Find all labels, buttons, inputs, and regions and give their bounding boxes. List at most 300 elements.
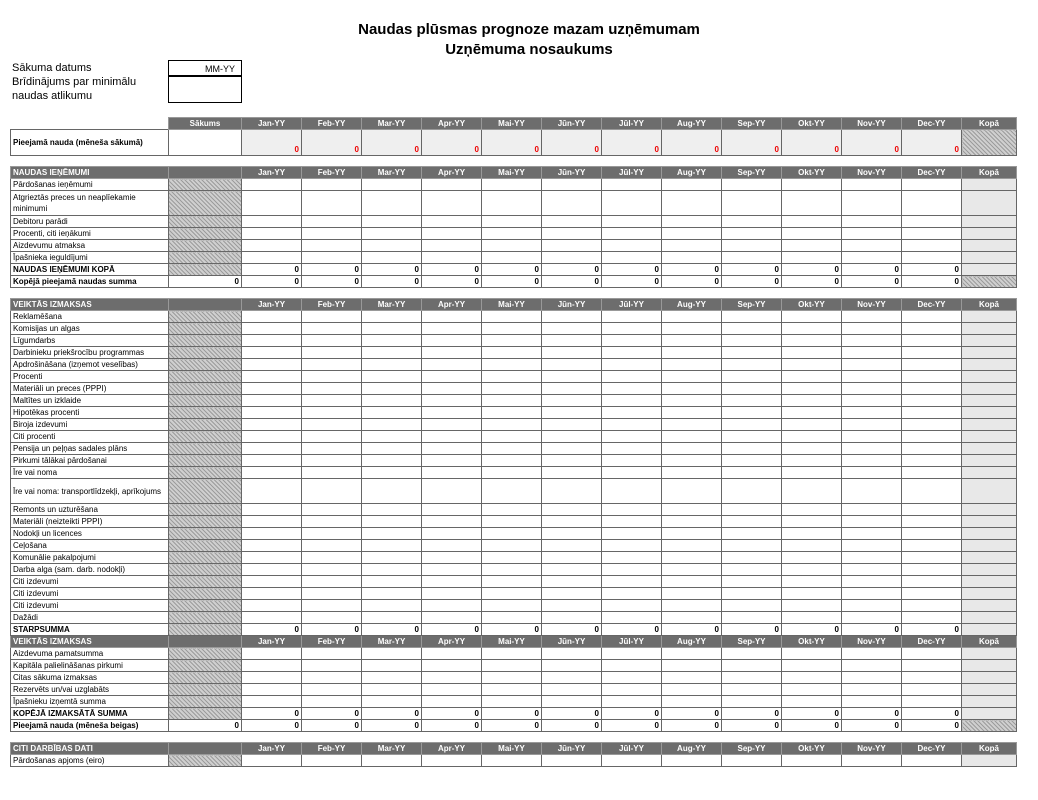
input-cell[interactable] [662,311,722,323]
input-cell[interactable] [542,479,602,504]
input-cell[interactable] [722,179,782,191]
input-cell[interactable] [662,755,722,767]
input-cell[interactable] [602,179,662,191]
input-cell[interactable] [242,528,302,540]
input-cell[interactable] [782,335,842,347]
input-cell[interactable] [242,564,302,576]
input-cell[interactable] [782,431,842,443]
input-cell[interactable] [602,419,662,431]
input-cell[interactable] [782,660,842,672]
input-cell[interactable] [662,455,722,467]
input-cell[interactable] [842,684,902,696]
input-cell[interactable] [782,191,842,216]
input-cell[interactable] [422,240,482,252]
input-cell[interactable] [842,395,902,407]
input-cell[interactable] [662,504,722,516]
input-cell[interactable] [242,612,302,624]
input-cell[interactable] [362,755,422,767]
input-cell[interactable] [542,576,602,588]
input-cell[interactable] [722,252,782,264]
input-cell[interactable] [602,612,662,624]
input-cell[interactable] [662,371,722,383]
input-cell[interactable] [242,504,302,516]
input-cell[interactable] [302,179,362,191]
input-cell[interactable] [242,455,302,467]
input-cell[interactable] [842,576,902,588]
input-cell[interactable] [722,612,782,624]
input-cell[interactable] [482,600,542,612]
input-cell[interactable] [782,252,842,264]
input-cell[interactable] [842,419,902,431]
input-cell[interactable] [722,228,782,240]
input-cell[interactable] [362,335,422,347]
input-cell[interactable] [902,588,962,600]
input-cell[interactable] [362,347,422,359]
input-cell[interactable] [302,528,362,540]
input-cell[interactable] [842,359,902,371]
input-cell[interactable] [602,564,662,576]
input-cell[interactable] [242,359,302,371]
input-cell[interactable] [902,672,962,684]
input-cell[interactable] [662,516,722,528]
input-cell[interactable] [842,371,902,383]
input-cell[interactable] [542,335,602,347]
input-cell[interactable] [482,660,542,672]
input-cell[interactable] [542,359,602,371]
input-cell[interactable] [722,407,782,419]
input-cell[interactable] [542,696,602,708]
input-cell[interactable] [482,216,542,228]
input-cell[interactable] [662,252,722,264]
input-cell[interactable] [302,335,362,347]
input-cell[interactable] [722,600,782,612]
input-cell[interactable] [482,479,542,504]
input-cell[interactable] [482,504,542,516]
input-cell[interactable] [602,191,662,216]
input-cell[interactable] [662,540,722,552]
input-cell[interactable] [482,516,542,528]
input-cell[interactable] [782,504,842,516]
input-cell[interactable] [902,191,962,216]
input-cell[interactable] [362,252,422,264]
input-cell[interactable] [422,252,482,264]
input-cell[interactable] [362,540,422,552]
input-cell[interactable] [482,359,542,371]
input-cell[interactable] [782,696,842,708]
input-cell[interactable] [242,347,302,359]
input-cell[interactable] [842,479,902,504]
input-cell[interactable] [422,504,482,516]
input-cell[interactable] [422,467,482,479]
input-cell[interactable] [482,395,542,407]
input-cell[interactable] [842,347,902,359]
input-cell[interactable] [422,564,482,576]
input-cell[interactable] [302,419,362,431]
input-cell[interactable] [362,431,422,443]
input-cell[interactable] [902,648,962,660]
input-cell[interactable] [602,540,662,552]
input-cell[interactable] [842,179,902,191]
input-cell[interactable] [602,600,662,612]
input-cell[interactable] [362,371,422,383]
input-cell[interactable] [602,311,662,323]
input-cell[interactable] [722,696,782,708]
start-date-field[interactable] [168,60,242,76]
input-cell[interactable] [242,383,302,395]
input-cell[interactable] [422,528,482,540]
input-cell[interactable] [362,672,422,684]
input-cell[interactable] [362,588,422,600]
input-cell[interactable] [782,240,842,252]
input-cell[interactable] [842,216,902,228]
input-cell[interactable] [842,383,902,395]
input-cell[interactable] [362,359,422,371]
input-cell[interactable] [302,684,362,696]
input-cell[interactable] [542,467,602,479]
input-cell[interactable] [842,588,902,600]
input-cell[interactable] [242,648,302,660]
input-cell[interactable] [422,612,482,624]
input-cell[interactable] [482,252,542,264]
input-cell[interactable] [362,504,422,516]
input-cell[interactable] [902,443,962,455]
input-cell[interactable] [722,576,782,588]
input-cell[interactable] [302,516,362,528]
input-cell[interactable] [362,228,422,240]
input-cell[interactable] [542,612,602,624]
input-cell[interactable] [722,347,782,359]
input-cell[interactable] [902,431,962,443]
input-cell[interactable] [242,252,302,264]
input-cell[interactable] [662,552,722,564]
input-cell[interactable] [902,252,962,264]
input-cell[interactable] [542,323,602,335]
input-cell[interactable] [242,323,302,335]
input-cell[interactable] [542,252,602,264]
input-cell[interactable] [662,696,722,708]
input-cell[interactable] [422,191,482,216]
input-cell[interactable] [902,395,962,407]
input-cell[interactable] [842,504,902,516]
input-cell[interactable] [782,564,842,576]
input-cell[interactable] [722,216,782,228]
input-cell[interactable] [602,516,662,528]
input-cell[interactable] [302,552,362,564]
input-cell[interactable] [722,755,782,767]
input-cell[interactable] [302,672,362,684]
input-cell[interactable] [242,600,302,612]
input-cell[interactable] [542,407,602,419]
input-cell[interactable] [422,431,482,443]
input-cell[interactable] [842,467,902,479]
input-cell[interactable] [902,335,962,347]
input-cell[interactable] [302,347,362,359]
input-cell[interactable] [902,467,962,479]
input-cell[interactable] [362,407,422,419]
input-cell[interactable] [662,467,722,479]
input-cell[interactable] [842,252,902,264]
input-cell[interactable] [362,395,422,407]
input-cell[interactable] [722,516,782,528]
input-cell[interactable] [662,359,722,371]
input-cell[interactable] [842,191,902,216]
input-cell[interactable] [842,612,902,624]
input-cell[interactable] [662,347,722,359]
input-cell[interactable] [302,371,362,383]
input-cell[interactable] [422,347,482,359]
input-cell[interactable] [422,323,482,335]
input-cell[interactable] [662,660,722,672]
input-cell[interactable] [422,600,482,612]
input-cell[interactable] [242,479,302,504]
input-cell[interactable] [362,216,422,228]
input-cell[interactable] [242,755,302,767]
input-cell[interactable] [542,371,602,383]
input-cell[interactable] [242,431,302,443]
input-cell[interactable] [362,576,422,588]
input-cell[interactable] [242,371,302,383]
input-cell[interactable] [482,648,542,660]
input-cell[interactable] [782,407,842,419]
input-cell[interactable] [422,552,482,564]
input-cell[interactable] [242,576,302,588]
input-cell[interactable] [902,564,962,576]
input-cell[interactable] [842,600,902,612]
input-cell[interactable] [782,467,842,479]
input-cell[interactable] [542,588,602,600]
input-cell[interactable] [602,252,662,264]
input-cell[interactable] [722,648,782,660]
input-cell[interactable] [302,311,362,323]
input-cell[interactable] [782,600,842,612]
input-cell[interactable] [902,755,962,767]
input-cell[interactable] [362,191,422,216]
input-cell[interactable] [422,371,482,383]
input-cell[interactable] [422,696,482,708]
input-cell[interactable] [302,612,362,624]
input-cell[interactable] [782,311,842,323]
input-cell[interactable] [542,179,602,191]
input-cell[interactable] [302,588,362,600]
input-cell[interactable] [302,540,362,552]
input-cell[interactable] [602,395,662,407]
input-cell[interactable] [542,431,602,443]
input-cell[interactable] [842,755,902,767]
input-cell[interactable] [722,552,782,564]
input-cell[interactable] [782,540,842,552]
input-cell[interactable] [242,191,302,216]
input-cell[interactable] [662,419,722,431]
input-cell[interactable] [242,311,302,323]
input-cell[interactable] [902,540,962,552]
input-cell[interactable] [602,696,662,708]
input-cell[interactable] [302,660,362,672]
input-cell[interactable] [422,648,482,660]
input-cell[interactable] [542,216,602,228]
input-cell[interactable] [362,648,422,660]
input-cell[interactable] [362,443,422,455]
input-cell[interactable] [242,179,302,191]
input-cell[interactable] [662,191,722,216]
input-cell[interactable] [662,395,722,407]
input-cell[interactable] [722,479,782,504]
input-cell[interactable] [482,684,542,696]
input-cell[interactable] [842,335,902,347]
input-cell[interactable] [542,564,602,576]
input-cell[interactable] [482,755,542,767]
input-cell[interactable] [422,383,482,395]
input-cell[interactable] [422,540,482,552]
input-cell[interactable] [542,516,602,528]
input-cell[interactable] [362,240,422,252]
input-cell[interactable] [482,419,542,431]
input-cell[interactable] [722,240,782,252]
input-cell[interactable] [302,755,362,767]
input-cell[interactable] [722,455,782,467]
input-cell[interactable] [422,455,482,467]
input-cell[interactable] [782,552,842,564]
input-cell[interactable] [602,755,662,767]
input-cell[interactable] [602,407,662,419]
input-cell[interactable] [602,552,662,564]
input-cell[interactable] [482,240,542,252]
input-cell[interactable] [302,359,362,371]
input-cell[interactable] [782,359,842,371]
input-cell[interactable] [482,335,542,347]
input-cell[interactable] [842,552,902,564]
input-cell[interactable] [302,216,362,228]
input-cell[interactable] [362,564,422,576]
input-cell[interactable] [902,359,962,371]
input-cell[interactable] [482,672,542,684]
input-cell[interactable] [242,419,302,431]
input-cell[interactable] [422,311,482,323]
input-cell[interactable] [242,684,302,696]
input-cell[interactable] [542,684,602,696]
input-cell[interactable] [482,467,542,479]
input-cell[interactable] [302,431,362,443]
input-cell[interactable] [602,359,662,371]
input-cell[interactable] [662,228,722,240]
input-cell[interactable] [602,648,662,660]
input-cell[interactable] [722,311,782,323]
input-cell[interactable] [662,600,722,612]
input-cell[interactable] [842,648,902,660]
input-cell[interactable] [362,323,422,335]
input-cell[interactable] [482,564,542,576]
input-cell[interactable] [782,516,842,528]
input-cell[interactable] [602,216,662,228]
input-cell[interactable] [902,660,962,672]
input-cell[interactable] [902,179,962,191]
input-cell[interactable] [542,383,602,395]
input-cell[interactable] [662,179,722,191]
input-cell[interactable] [302,600,362,612]
input-cell[interactable] [722,672,782,684]
input-cell[interactable] [722,660,782,672]
input-cell[interactable] [722,335,782,347]
input-cell[interactable] [542,311,602,323]
input-cell[interactable] [782,347,842,359]
input-cell[interactable] [302,648,362,660]
input-cell[interactable] [782,684,842,696]
input-cell[interactable] [422,359,482,371]
input-cell[interactable] [482,588,542,600]
input-cell[interactable] [662,443,722,455]
input-cell[interactable] [782,672,842,684]
input-cell[interactable] [782,443,842,455]
input-cell[interactable] [782,383,842,395]
input-cell[interactable] [302,240,362,252]
input-cell[interactable] [842,240,902,252]
input-cell[interactable] [722,467,782,479]
input-cell[interactable] [722,528,782,540]
input-cell[interactable] [782,648,842,660]
input-cell[interactable] [422,443,482,455]
input-cell[interactable] [602,588,662,600]
input-cell[interactable] [422,395,482,407]
input-cell[interactable] [662,407,722,419]
input-cell[interactable] [302,455,362,467]
input-cell[interactable] [362,696,422,708]
input-cell[interactable] [542,648,602,660]
input-cell[interactable] [242,443,302,455]
input-cell[interactable] [842,540,902,552]
input-cell[interactable] [662,564,722,576]
input-cell[interactable] [842,528,902,540]
input-cell[interactable] [542,672,602,684]
input-cell[interactable] [302,383,362,395]
input-cell[interactable] [482,612,542,624]
input-cell[interactable] [902,216,962,228]
input-cell[interactable] [362,419,422,431]
input-cell[interactable] [482,407,542,419]
input-cell[interactable] [782,228,842,240]
input-cell[interactable] [362,467,422,479]
input-cell[interactable] [302,252,362,264]
input-cell[interactable] [722,191,782,216]
input-cell[interactable] [902,311,962,323]
input-cell[interactable] [902,323,962,335]
input-cell[interactable] [902,612,962,624]
input-cell[interactable] [842,443,902,455]
input-cell[interactable] [542,660,602,672]
input-cell[interactable] [302,443,362,455]
input-cell[interactable] [782,588,842,600]
input-cell[interactable] [602,443,662,455]
input-cell[interactable] [842,564,902,576]
input-cell[interactable] [482,179,542,191]
input-cell[interactable] [242,467,302,479]
input-cell[interactable] [602,431,662,443]
input-cell[interactable] [662,479,722,504]
input-cell[interactable] [842,228,902,240]
input-cell[interactable] [482,347,542,359]
input-cell[interactable] [602,383,662,395]
input-cell[interactable] [602,660,662,672]
input-cell[interactable] [482,576,542,588]
input-cell[interactable] [782,395,842,407]
input-cell[interactable] [242,540,302,552]
input-cell[interactable] [362,528,422,540]
input-cell[interactable] [242,672,302,684]
input-cell[interactable] [422,576,482,588]
input-cell[interactable] [722,419,782,431]
input-cell[interactable] [302,395,362,407]
input-cell[interactable] [902,371,962,383]
min-cash-field[interactable] [168,76,242,103]
input-cell[interactable] [602,479,662,504]
